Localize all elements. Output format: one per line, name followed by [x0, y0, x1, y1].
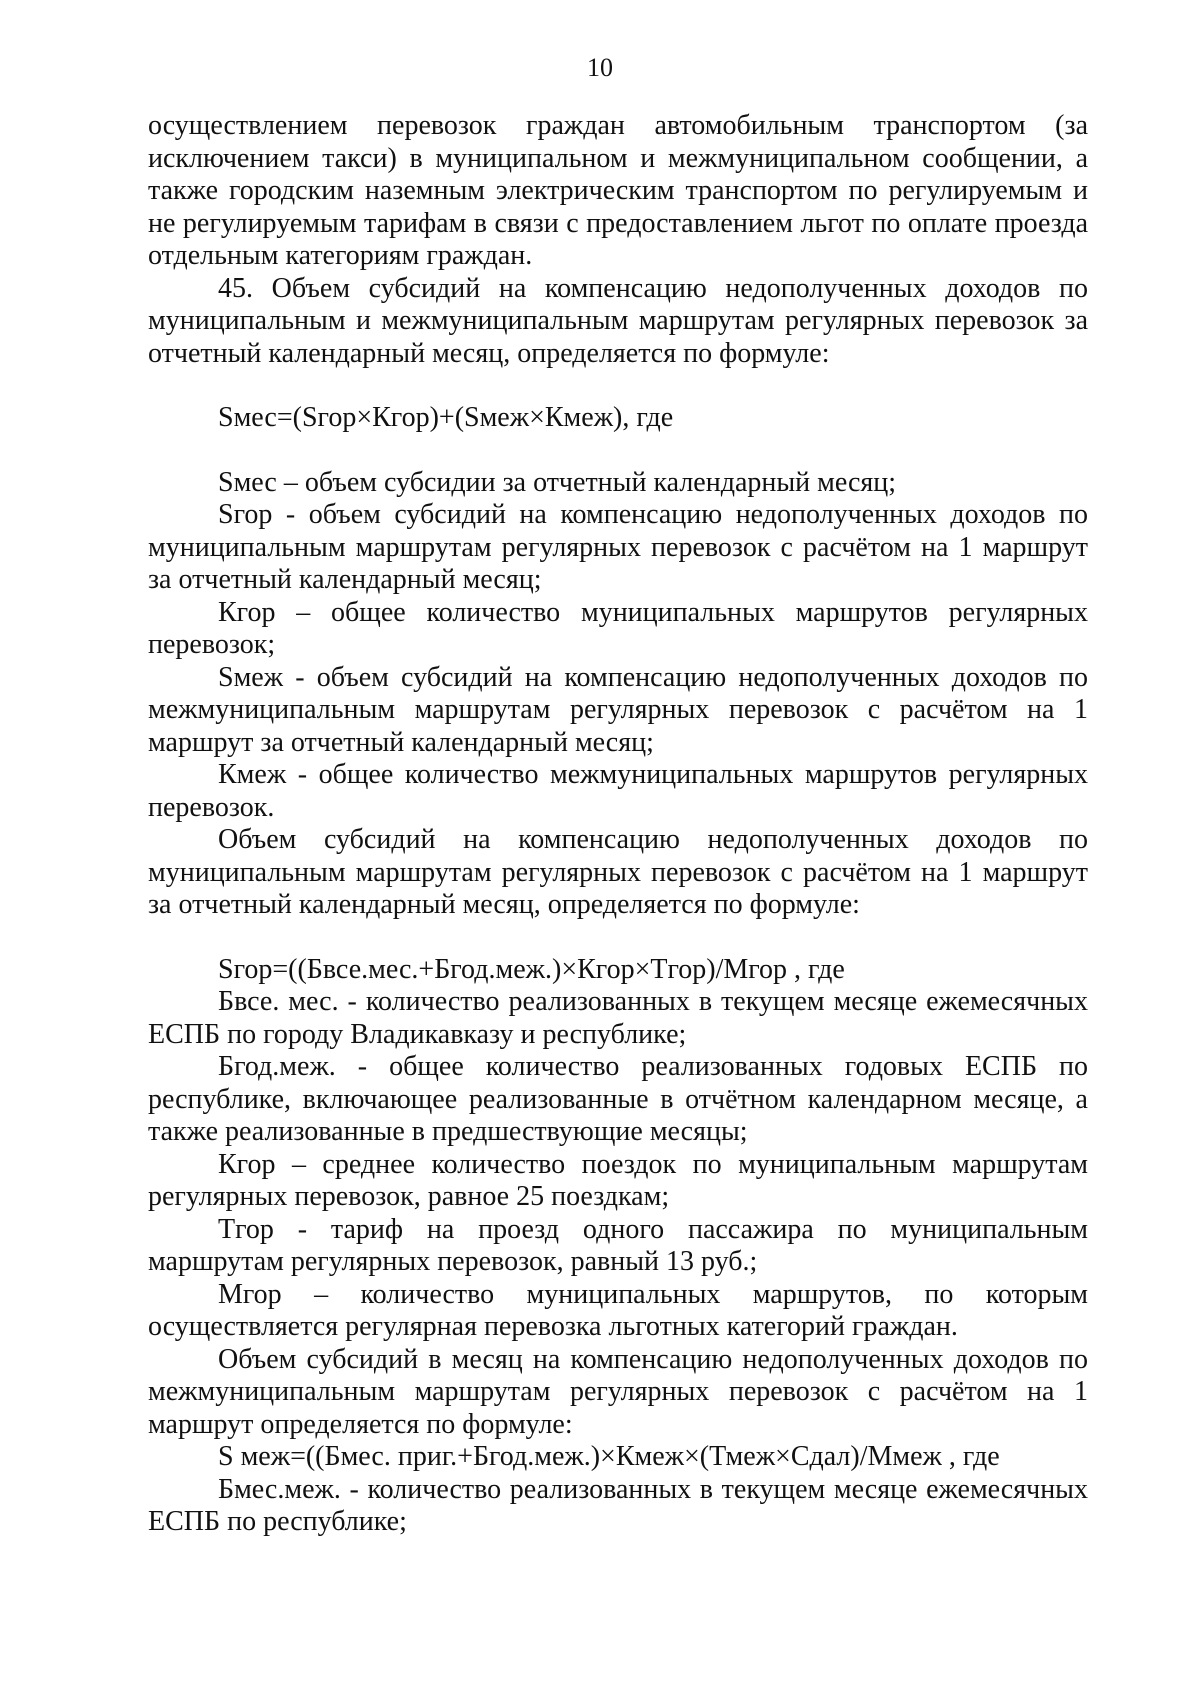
definition-s-city: Sгор - объем субсидий на компенсацию недополученных доходов по муниципальным маршрутам регулярных перевозок с расчётом на 1 маршрут за отчетный календарный месяц; — [148, 499, 1088, 595]
paragraph-item-45: 45. Объем субсидий на компенсацию недополученных доходов по муниципальным и межмуниципальным маршрутам регулярных перевозок за отчетный календарный месяц, определяется по формуле: — [148, 272, 1088, 369]
definition-s-intermunicipal: Sмеж - объем субсидий на компенсацию недополученных доходов по межмуниципальным маршрутам регулярных перевозок с расчётом на 1 маршрут за отчетный календарный месяц; — [148, 661, 1088, 758]
definition-m-city: Мгор – количество муниципальных маршрутов, по которым осуществляется регулярная перевозка льготных категорий граждан. — [148, 1278, 1088, 1342]
definition-b-month-intermunicipal: Бмес.меж. - количество реализованных в текущем месяце ежемесячных ЕСПБ по республике; — [148, 1473, 1088, 1537]
formula-s-month: Sмес=(Sгор×Кгор)+(Sмеж×Кмеж), где — [218, 402, 674, 433]
paragraph-continuation: осуществлением перевозок граждан автомобильным транспортом (за исключением такси) в муниципальном и межмуниципальном сообщении, а также городским наземным электрическим транспортом по регулируемым и не регулируемым тарифам в связи с предоставлением льгот по оплате проезда отдельным категориям граждан. — [148, 110, 1088, 271]
definition-k-intermunicipal: Кмеж - общее количество межмуниципальных маршрутов регулярных перевозок. — [148, 759, 1088, 823]
definition-s-month: Sмес – объем субсидии за отчетный календарный месяц; — [218, 466, 897, 498]
definition-b-year: Бгод.меж. - общее количество реализованных годовых ЕСПБ по республике, включающее реализованные в отчётном календарном месяце, а также реализованные в предшествующие месяцы; — [148, 1051, 1088, 1147]
definition-t-city: Тгор - тариф на проезд одного пассажира по муниципальным маршрутам регулярных перевозок, равный 13 руб.; — [148, 1213, 1088, 1277]
definition-b-all-month: Бвсе. мес. - количество реализованных в текущем месяце ежемесячных ЕСПБ по городу Владикавказу и республике; — [148, 986, 1088, 1050]
page-number: 10 — [587, 53, 613, 82]
definition-k-city: Кгор – общее количество муниципальных маршрутов регулярных перевозок; — [148, 596, 1088, 660]
formula-s-intermunicipal: S меж=((Бмес. приг.+Бгод.меж.)×Кмеж×(Тмеж×Сдал)/Ммеж , где — [218, 1441, 1000, 1472]
definition-k-trips: Кгор – среднее количество поездок по муниципальным маршрутам регулярных перевозок, равное 25 поездкам; — [148, 1148, 1088, 1212]
formula-s-city: Sгор=((Бвсе.мес.+Бгод.меж.)×Кгор×Тгор)/Мгор , где — [218, 953, 845, 985]
paragraph-municipal-subsidy: Объем субсидий на компенсацию недополученных доходов по муниципальным маршрутам регулярных перевозок с расчётом на 1 маршрут за отчетный календарный месяц, определяется по формуле: — [148, 824, 1088, 920]
document-body — [148, 110, 1088, 1539]
paragraph-intermunicipal-subsidy: Объем субсидий в месяц на компенсацию недополученных доходов по межмуниципальным маршрутам регулярных перевозок с расчётом на 1 маршрут определяется по формуле: — [148, 1343, 1088, 1440]
